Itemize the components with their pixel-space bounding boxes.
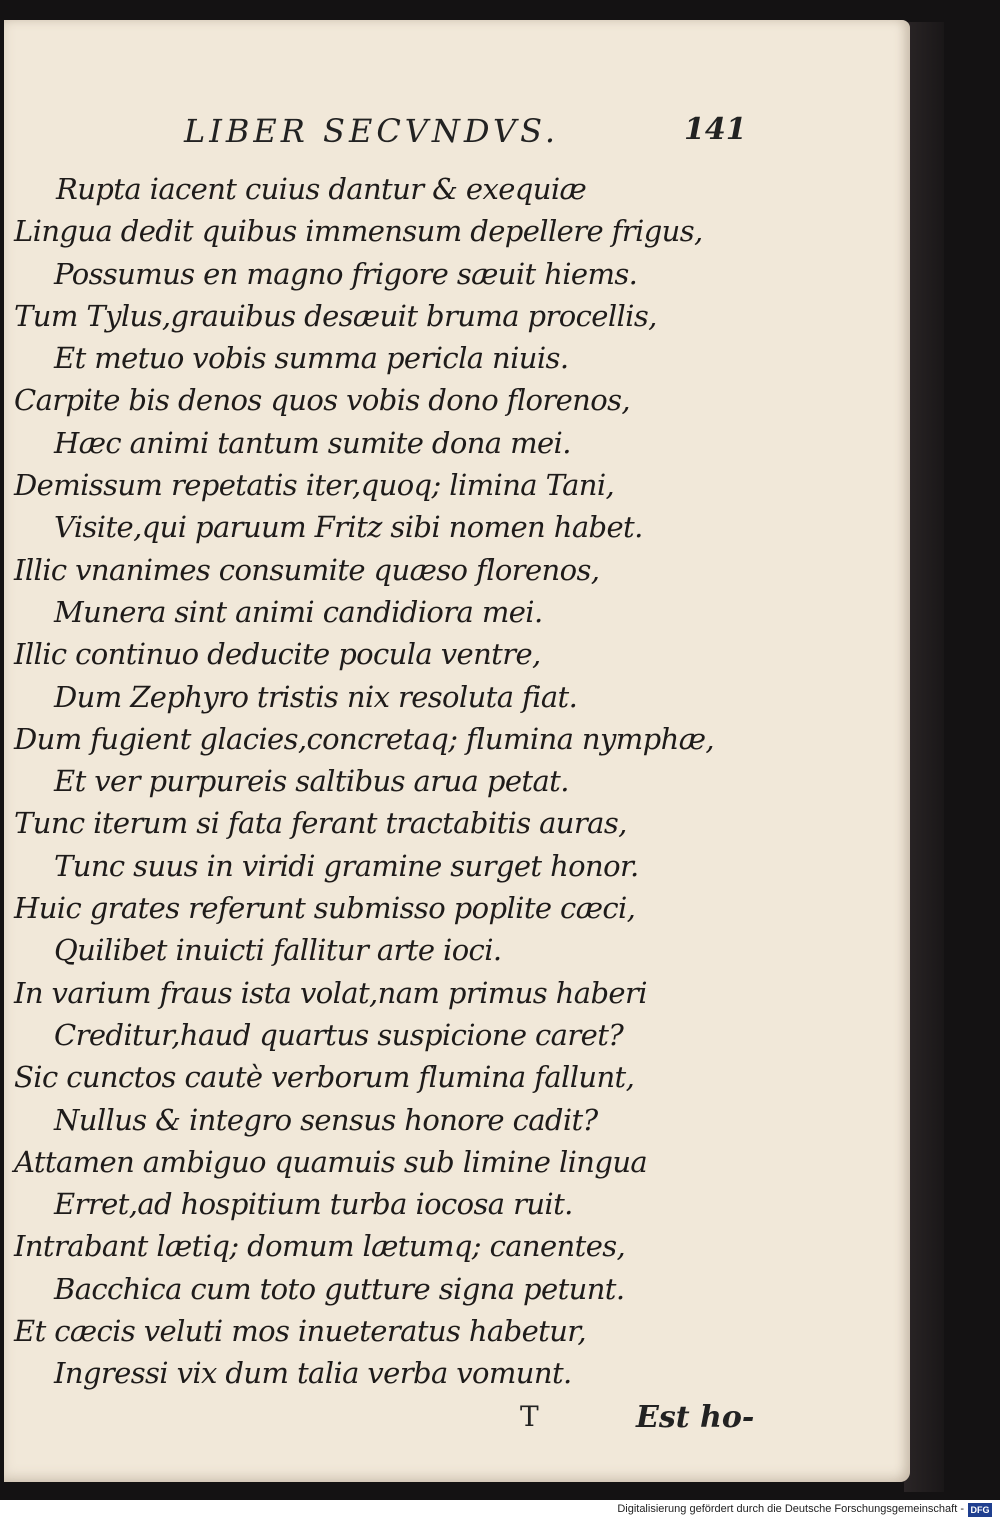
verse-line: Tunc iterum si fata ferant tractabitis auras,	[14, 806, 627, 841]
page-number: 141	[684, 112, 747, 147]
verse-line: Et metuo vobis summa pericla niuis.	[54, 341, 569, 376]
verse-line: Bacchica cum toto gutture signa petunt.	[54, 1271, 625, 1306]
verse-line: Erret,ad hospitium turba iocosa ruit.	[54, 1187, 573, 1222]
verse-line: In varium fraus ista volat,nam primus haberi	[14, 975, 647, 1010]
dfg-logo: DFG	[968, 1503, 992, 1517]
verse-line: Sic cunctos cautè verborum flumina fallunt,	[14, 1060, 635, 1095]
verse-line: Quilibet inuicti fallitur arte ioci.	[54, 933, 502, 968]
verse-line: Rupta iacent cuius dantur & exequiæ	[56, 172, 587, 206]
verse-line: Visite,qui paruum Fritz sibi nomen habet.	[54, 510, 643, 545]
verse-line: Attamen ambiguo quamuis sub limine lingua	[14, 1144, 648, 1179]
funding-credit: Digitalisierung gefördert durch die Deutsche Forschungsgemeinschaft -	[617, 1503, 964, 1515]
digitization-footer	[0, 1500, 1000, 1520]
verse-line: Huic grates referunt submisso poplite cæci,	[14, 891, 636, 926]
verse-line: Dum fugient glacies,concretaq; flumina nymphæ,	[14, 721, 714, 756]
verse-line: Creditur,haud quartus suspicione caret?	[54, 1017, 624, 1052]
verse-text	[0, 168, 900, 1395]
verse-line: Hæc animi tantum sumite dona mei.	[54, 425, 571, 460]
verse-line: Munera sint animi candidiora mei.	[54, 594, 543, 629]
verse-line: Demissum repetatis iter,quoq; limina Tani,	[14, 468, 615, 503]
verse-line: Lingua dedit quibus immensum depellere frigus,	[14, 214, 703, 249]
verse-line: Carpite bis denos quos vobis dono florenos,	[14, 383, 631, 418]
running-head: LIBER SECVNDVS.	[184, 112, 560, 150]
verse-line: Et ver purpureis saltibus arua petat.	[54, 764, 569, 799]
verse-line: Illic vnanimes consumite quæso florenos,	[14, 552, 600, 587]
verse-line: Tunc suus in viridi gramine surget honor.	[54, 848, 639, 883]
verse-line: Intrabant lætiq; domum lætumq; canentes,	[14, 1229, 626, 1264]
verse-line: Ingressi vix dum talia verba vomunt.	[54, 1356, 572, 1391]
catchword: Est ho-	[636, 1400, 755, 1435]
verse-line: Nullus & integro sensus honore cadit?	[54, 1102, 598, 1137]
verse-line: Possumus en magno frigore sæuit hiems.	[54, 256, 638, 291]
book-edge	[904, 22, 944, 1492]
verse-line: Tum Tylus,grauibus desæuit bruma procellis,	[14, 298, 657, 333]
verse-line: Et cæcis veluti mos inueteratus habetur,	[14, 1314, 586, 1349]
verse-line: Illic continuo deducite pocula ventre,	[14, 637, 541, 672]
signature-mark: T	[520, 1400, 539, 1433]
verse-line: Dum Zephyro tristis nix resoluta fiat.	[54, 679, 578, 714]
